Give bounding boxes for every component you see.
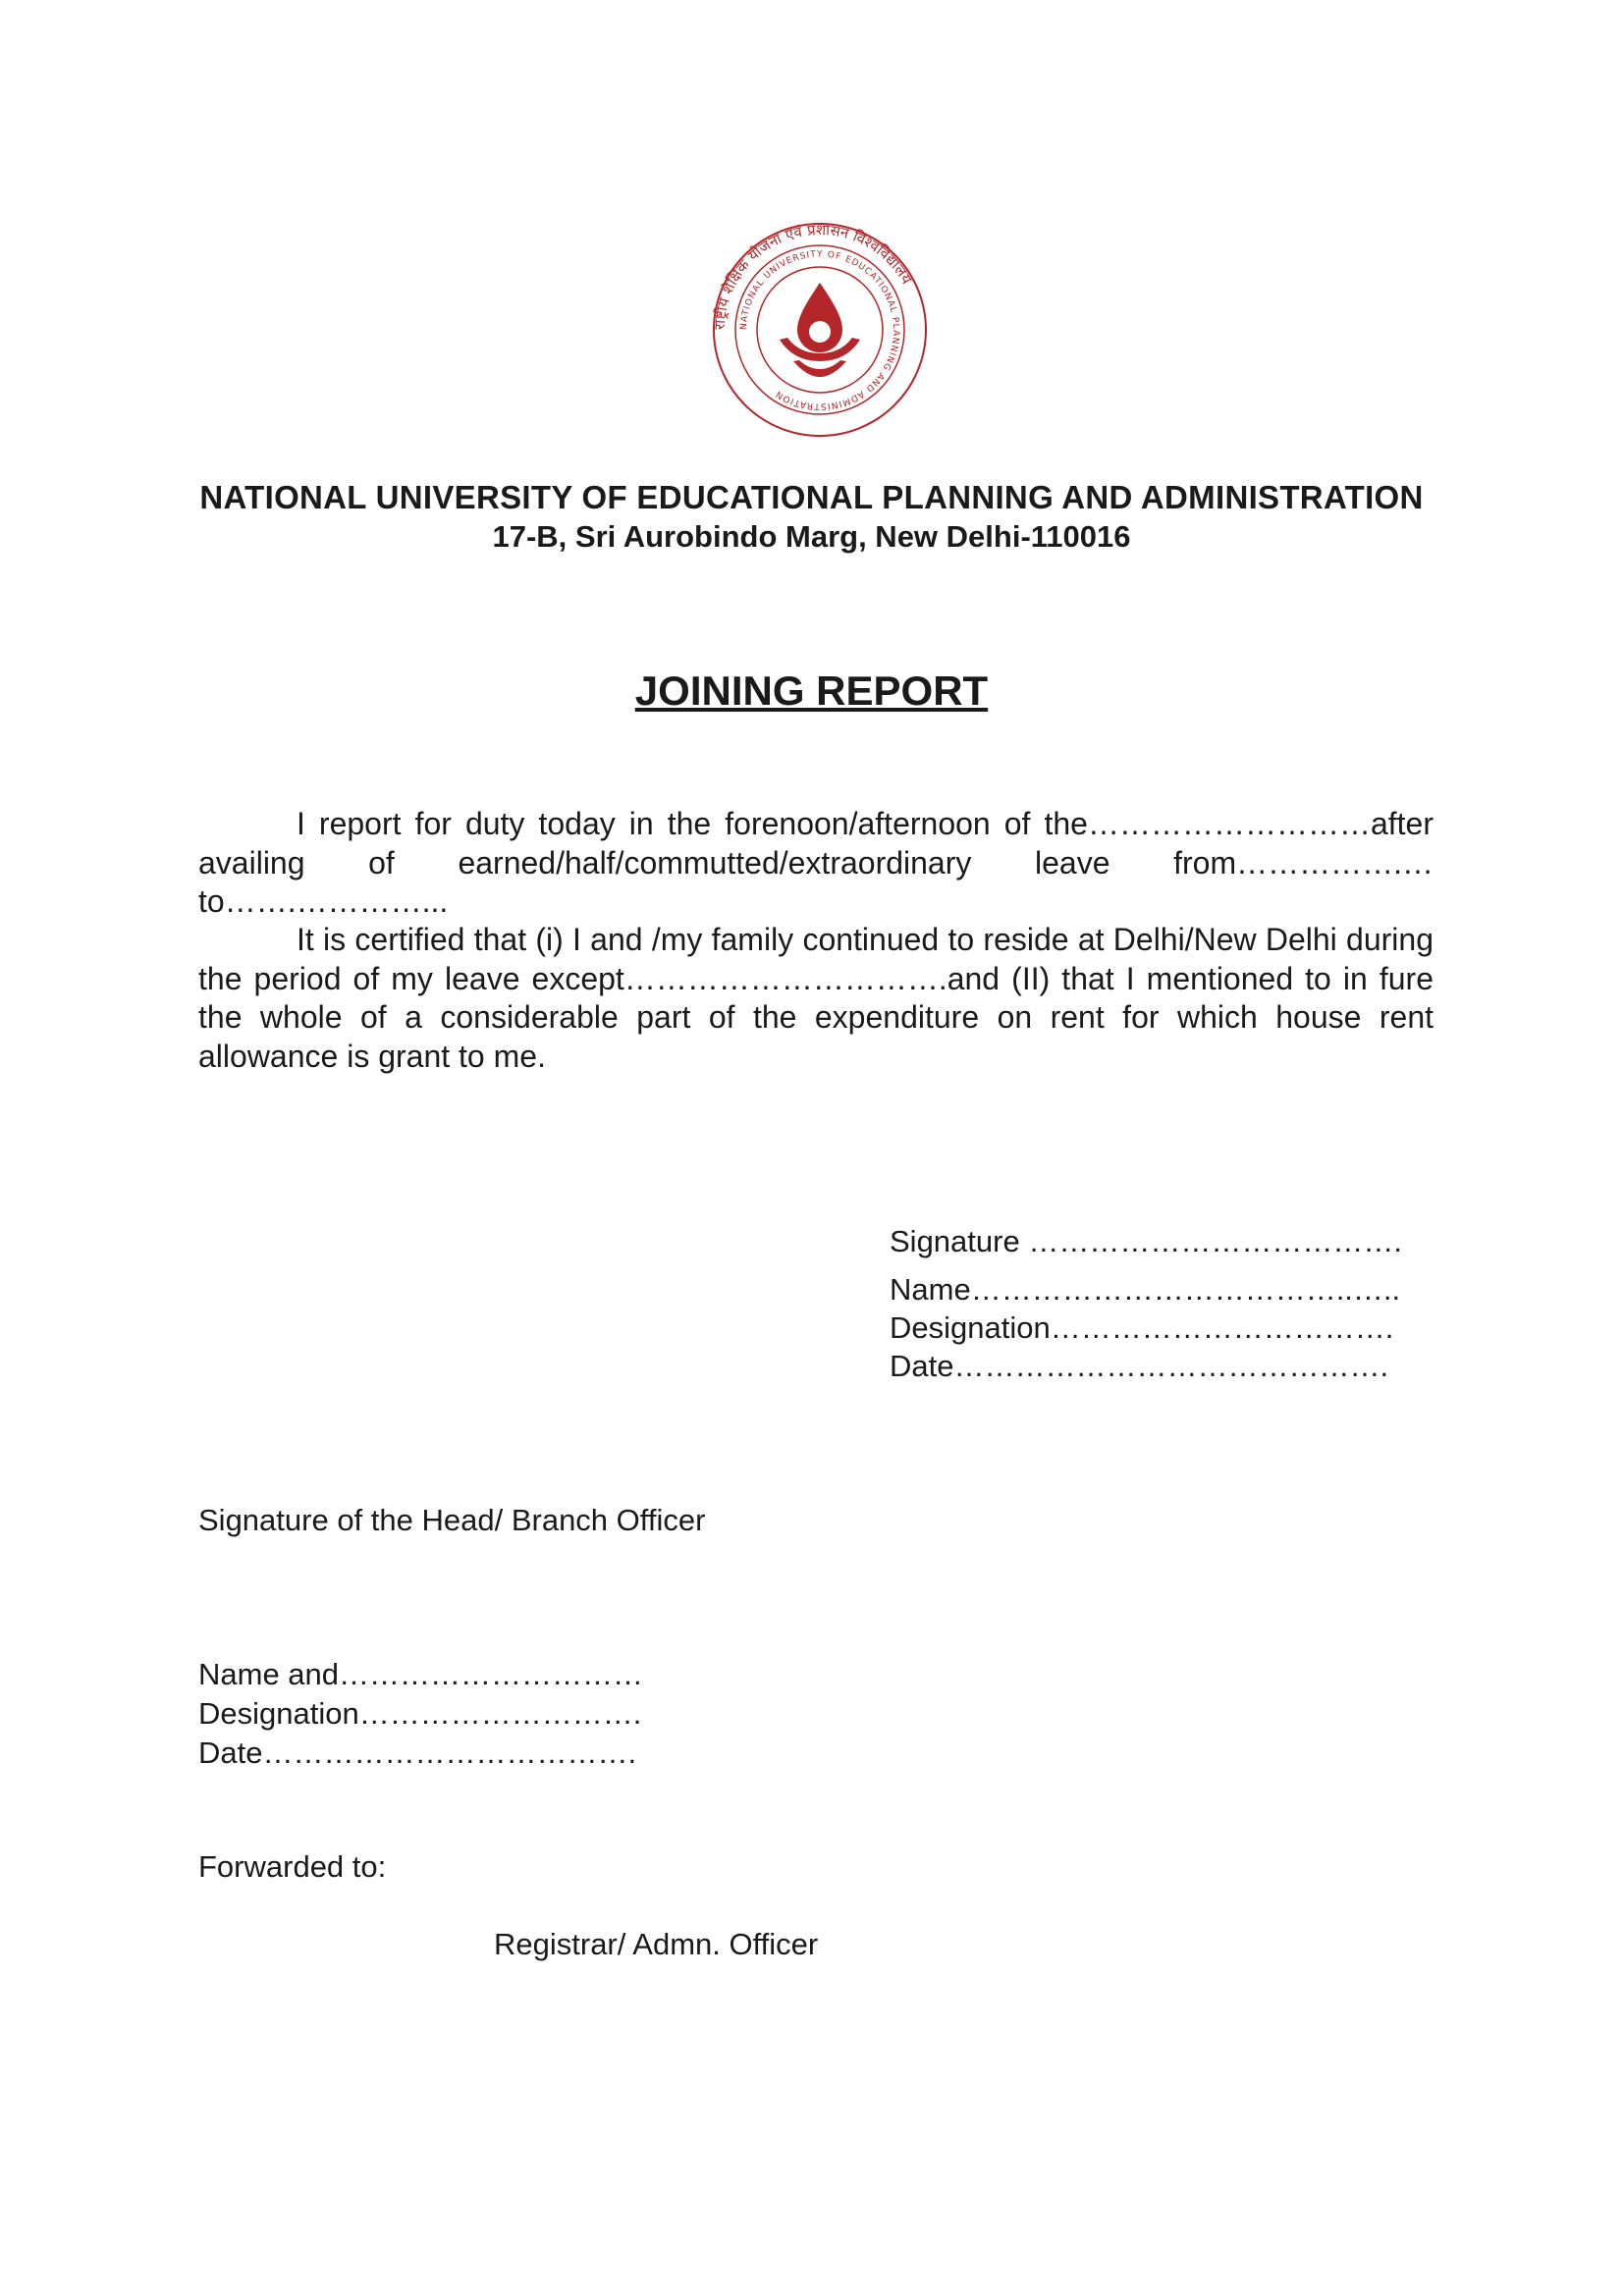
employee-designation-line: Designation……………………………. [890,1310,1394,1345]
university-logo [697,214,943,440]
university-seal-icon [697,214,943,440]
head-name-line: Name and………………………… [198,1657,644,1691]
employee-date-line: Date……………………………………. [890,1349,1389,1383]
employee-name-line: Name………………………………..….. [890,1272,1401,1307]
head-designation-line: Designation………………………. [198,1696,642,1731]
head-date-line: Date………………………………. [198,1735,637,1770]
report-paragraph: I report for duty today in the forenoon/afternoon of the………………………after availing of earned/half/commutted/extraordinary leave from…………….…to…….…………... [198,806,1434,919]
certification-paragraph: It is certified that (i) I and /my family continued to reside at Delhi/New Delhi during the period of my leave except………………………….and (II) that I mentioned to in fure the whole of a considerable part of the expenditure on rent for which house rent allowance is grant to me. [198,922,1434,1074]
organization-address: 17-B, Sri Aurobindo Marg, New Delhi-110016 [492,519,1131,554]
forwarded-recipient: Registrar/ Admn. Officer [494,1927,819,1961]
seal-english-text: NATIONAL UNIVERSITY OF EDUCATIONAL PLANNING AND ADMINISTRATION [738,249,901,411]
organization-name: NATIONAL UNIVERSITY OF EDUCATIONAL PLANNING AND ADMINISTRATION [199,479,1424,515]
employee-signature-line: Signature ………………………………. [890,1224,1402,1258]
forwarded-label: Forwarded to: [198,1849,387,1884]
document-title: JOINING REPORT [634,667,989,714]
head-signature-label: Signature of the Head/ Branch Officer [198,1503,706,1537]
seal-hindi-text: राष्ट्रीय शैक्षिक योजना एवं प्रशासन विश्वविद्यालय [710,220,916,331]
